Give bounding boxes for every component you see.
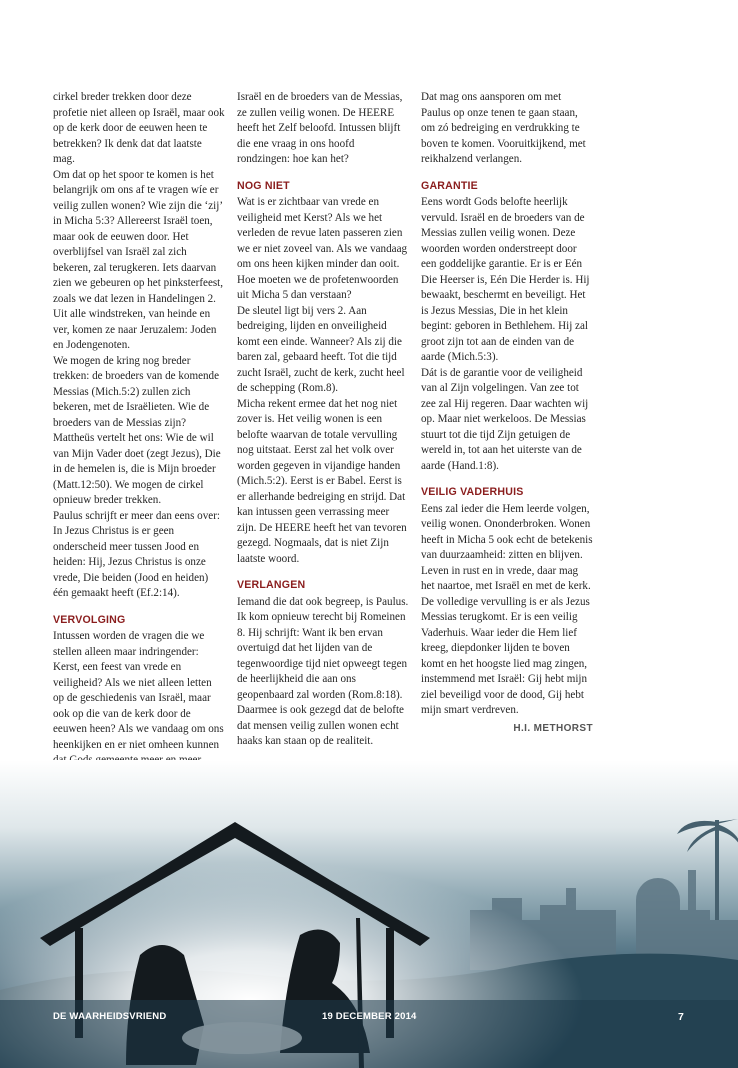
paragraph: Israël en de broeders van de Messias, ze zullen veilig wonen. De HEERE heeft het Zelf beloofd. Intussen blijft die ene vraag in ons hoofd rondzingen: hoe kan het?: [237, 91, 403, 165]
paragraph: Om dat op het spoor te komen is het belangrijk om ons af te vragen wíe er veilig zullen wonen? Wie zijn die ‘zij’ in Micha 5:3? Allereerst Israël toen, maar ook de eeuwen door. Het overblijfsel van Israël zal zich bekeren, zal terugkeren. Iets daarvan zien we gebeuren op het pinksterfeest, zoals we dat lezen in Handelingen 2. Uit alle windstreken, van heinde en ver, komen ze naar Jeruzalem: Joden en Jodengenoten.: [53, 168, 224, 351]
footer-magazine-name: DE WAARHEIDSVRIEND: [53, 1011, 167, 1022]
paragraph: Eens zal ieder die Hem leerde volgen, veilig wonen. Ononderbroken. Wonen heeft in Micha 5 ook echt de betekenis van duurzaamheid: zitten en blijven. Leven in rust en in vrede, daar mag het naartoe, met Israël en met de kerk.: [421, 502, 593, 592]
paragraph: De sleutel ligt bij vers 2. Aan bedreiging, lijden en onveiligheid komt een einde. Wanneer? Als zij die baren zal, gebaard heeft. Tot die tijd zucht Israël, zucht de kerk, zucht heel de schepping (Rom.8).: [237, 304, 405, 394]
footer-issue-date: 19 DECEMBER 2014: [322, 1011, 417, 1022]
paragraph: Intussen worden de vragen die we stellen alleen maar indringender: Kerst, een feest van vrede en veiligheid? Als we niet alleen letten op de geschiedenis van Israël, maar ook op die van de kerk door de eeuwen heen? Als we vandaag om ons heenkijken en er niet omheen kunnen: [53, 630, 224, 751]
article-column-2: [237, 90, 409, 750]
article-column-3: [421, 90, 593, 736]
paragraph: Dat mag ons aansporen om met Paulus op onze tenen te gaan staan, om zó bedreiging en verdrukking te boven te komen. Vooruitkijkend, met reikhalzend verlangen.: [421, 91, 586, 165]
paragraph: We mogen de kring nog breder trekken: de broeders van de komende Messias (Mich.5:2) zullen zich bekeren, met de Israëlieten. Wie de broeders van de Messias zijn? Mattheüs vertelt het ons: Wie de wil van Mijn Vader doet (zegt Jezus), Die in de hemelen is, die is Mijn broeder (Matt.12:50). We mogen de cirkel opnieuw breder trekken.: [53, 354, 221, 506]
paragraph: Wat is er zichtbaar van vrede en veiligheid met Kerst? Als we het verleden de revue laten passeren zien we er niet zoveel van. Als we vandaag om ons heen kijken minder dan ooit. Hoe moeten we de profetenwoorden uit Micha 5 dan verstaan?: [237, 196, 408, 301]
section-heading-nog-niet: NOG NIET: [237, 179, 290, 192]
paragraph: Micha rekent ermee dat het nog niet zover is. Het veilig wonen is een belofte waarvan de totale vervulling nog uitstaat. Eerst zal het volk over worden gegeven in vijandige handen (Mich.5:2). Eerst is er Babel. Eerst is er allerhande bedreiging en strijd. Dat kan intussen geen verrassing meer zijn. De HEERE heeft het van tevoren gezegd. Nogmaals, dat is niet Zijn laatste woord.: [237, 397, 407, 565]
section-heading-vervolging: VERVOLGING: [53, 613, 126, 626]
section-heading-verlangen: VERLANGEN: [237, 579, 306, 591]
footer-page-number: 7: [678, 1011, 685, 1023]
section-heading-veilig-vaderhuis: VEILIG VADERHUIS: [421, 486, 524, 498]
author-byline: H.I. METHORST: [513, 722, 593, 734]
section-heading-garantie: GARANTIE: [421, 179, 478, 192]
paragraph: Eens wordt Gods belofte heerlijk vervuld. Israël en de broeders van de Messias zullen veilig wonen. Deze woorden worden onderstreept door een goddelijke garantie. Er is er Eén Die Heerser is, Eén Die Herder is. Hij bewaakt, beschermt en beveiligt. Het is Jezus Messias, Die in het klein begint: geboren in Bethlehem. Hij zal groot zijn tot aan de einden van de aarde (Mich.5:3).: [421, 196, 590, 363]
paragraph: cirkel breder trekken door deze profetie niet alleen op Israël, maar ook op de kerk door de eeuwen heen te betrekken? Ik denk dat dat laatste mag.: [53, 91, 225, 165]
paragraph: Dát is de garantie voor de veiligheid van al Zijn volgelingen. Van zee tot zee zal Hij regeren. Daar wachten wij op. Maar niet werkeloos. De Messias stuurt tot die tijd Zijn getuigen de wereld in, tot aan het uiterste van de aarde (Hand.1:8).: [421, 366, 589, 472]
paragraph: Paulus schrijft er meer dan eens over: In Jezus Christus is er geen onderscheid meer tussen Jood en heiden: Hij, Jezus Christus is onze vrede, Die beiden (Jood en heiden) één gemaakt heeft (Ef.2:14).: [53, 509, 220, 599]
article-column-1: [53, 90, 225, 784]
paragraph: De volledige vervulling is er als Jezus Messias terugkomt. Er is een veilig Vaderhuis. Waar ieder die Hem lief kreeg, diepdonker lijden te boven komt en het hoogste lied mag zingen, instemmend met Israël: Gij hebt mijn ziel beveiligd voor de dood, Gij hebt mijn smart verdreven.: [421, 595, 590, 716]
paragraph: Iemand die dat ook begreep, is Paulus. Ik kom opnieuw terecht bij Romeinen 8. Hij schrijft: Want ik ben ervan overtuigd dat het lijden van de tegenwoordige tijd niet opweegt tegen de heerlijkheid die aan ons geopenbaard zal worden (Rom.8:18). Daarmee is ook gezegd dat de belofte dat mensen veilig zullen wonen echt haaks kan staan op de realiteit.: [237, 595, 409, 747]
